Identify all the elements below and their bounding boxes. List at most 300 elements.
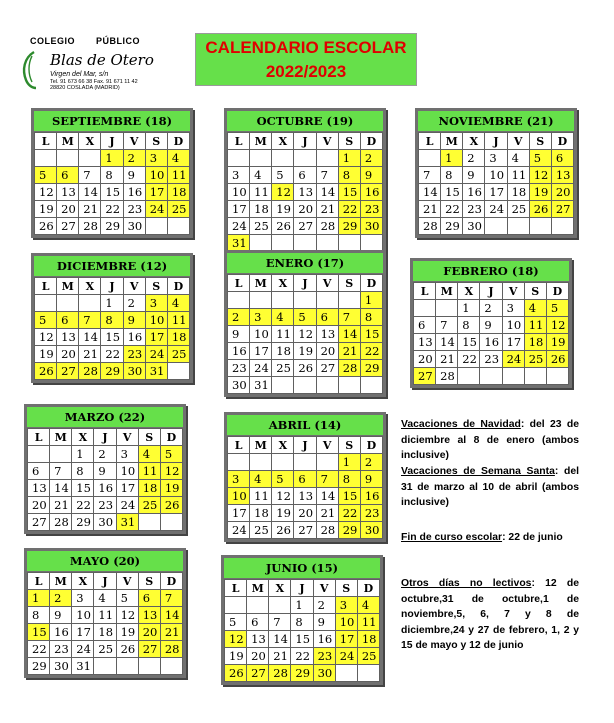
day-cell: 24 xyxy=(228,522,250,539)
note-easter-text: : del 31 de marzo al 10 de abril (ambos inclusive) xyxy=(401,466,579,509)
month-grid xyxy=(224,579,380,682)
weekday-header: X xyxy=(72,573,94,590)
day-cell: 21 xyxy=(338,343,360,360)
week-row xyxy=(28,607,183,624)
day-cell: 3 xyxy=(228,471,250,488)
day-cell: 31 xyxy=(250,377,272,394)
week-row xyxy=(225,631,380,648)
week-row xyxy=(419,201,574,218)
month-title: DICIEMBRE (12) xyxy=(34,256,190,277)
day-cell: 29 xyxy=(72,514,94,531)
day-cell: 25 xyxy=(250,218,272,235)
empty-day-cell xyxy=(338,377,360,394)
week-row xyxy=(419,150,574,167)
day-cell: 6 xyxy=(414,317,436,334)
empty-day-cell xyxy=(338,235,360,252)
day-cell: 27 xyxy=(316,360,338,377)
day-cell: 27 xyxy=(57,363,79,380)
day-cell: 7 xyxy=(436,317,458,334)
day-cell: 3 xyxy=(72,590,94,607)
day-cell: 12 xyxy=(546,317,568,334)
day-cell: 24 xyxy=(502,351,524,368)
day-cell: 19 xyxy=(35,201,57,218)
day-cell: 21 xyxy=(79,201,101,218)
day-cell: 24 xyxy=(250,360,272,377)
empty-day-cell xyxy=(160,658,182,675)
day-cell: 16 xyxy=(94,480,116,497)
empty-day-cell xyxy=(546,368,568,385)
week-row xyxy=(414,300,569,317)
empty-day-cell xyxy=(57,295,79,312)
day-cell: 25 xyxy=(94,641,116,658)
day-cell: 19 xyxy=(294,343,316,360)
weekday-header: M xyxy=(57,278,79,295)
day-cell: 15 xyxy=(441,184,463,201)
empty-day-cell xyxy=(167,363,189,380)
empty-day-cell xyxy=(272,377,294,394)
day-cell: 10 xyxy=(145,167,167,184)
day-cell: 12 xyxy=(116,607,138,624)
day-cell: 15 xyxy=(101,184,123,201)
day-cell: 3 xyxy=(502,300,524,317)
day-cell: 9 xyxy=(123,167,145,184)
calendar-title xyxy=(195,33,417,86)
day-cell: 26 xyxy=(529,201,551,218)
day-cell: 1 xyxy=(28,590,50,607)
school-address: Virgen del Mar, s/n xyxy=(50,71,109,78)
empty-day-cell xyxy=(272,235,294,252)
day-cell: 6 xyxy=(28,463,50,480)
week-row xyxy=(225,597,380,614)
day-cell: 7 xyxy=(316,471,338,488)
day-cell: 29 xyxy=(360,360,382,377)
weekday-header-row xyxy=(228,275,383,292)
weekday-header: S xyxy=(529,133,551,150)
weekday-header: D xyxy=(546,283,568,300)
day-cell: 31 xyxy=(72,658,94,675)
day-cell: 23 xyxy=(123,201,145,218)
day-cell: 2 xyxy=(480,300,502,317)
month-title: NOVIEMBRE (21) xyxy=(418,111,574,132)
day-cell: 22 xyxy=(338,505,360,522)
weekday-header: J xyxy=(480,283,502,300)
day-cell: 13 xyxy=(294,184,316,201)
empty-day-cell xyxy=(294,150,316,167)
day-cell: 5 xyxy=(294,309,316,326)
day-cell: 11 xyxy=(357,614,379,631)
empty-day-cell xyxy=(316,454,338,471)
weekday-header: D xyxy=(160,573,182,590)
day-cell: 13 xyxy=(57,184,79,201)
empty-day-cell xyxy=(524,368,546,385)
weekday-header: V xyxy=(502,283,524,300)
week-row xyxy=(28,641,183,658)
empty-day-cell xyxy=(250,292,272,309)
weekday-header: S xyxy=(335,580,357,597)
day-cell: 1 xyxy=(441,150,463,167)
day-cell: 20 xyxy=(294,201,316,218)
day-cell: 30 xyxy=(313,665,335,682)
day-cell: 13 xyxy=(294,488,316,505)
day-cell: 10 xyxy=(485,167,507,184)
weekday-header: J xyxy=(294,437,316,454)
day-cell: 15 xyxy=(101,329,123,346)
calendar-title-line-1: CALENDARIO ESCOLAR xyxy=(205,38,407,57)
weekday-header: M xyxy=(250,133,272,150)
day-cell: 12 xyxy=(272,184,294,201)
month-grid xyxy=(27,572,183,675)
day-cell: 29 xyxy=(101,218,123,235)
week-row xyxy=(228,505,383,522)
note-end-of-year-text: : 22 de junio xyxy=(502,532,563,543)
weekday-header: X xyxy=(79,133,101,150)
day-cell: 14 xyxy=(79,184,101,201)
week-row xyxy=(35,312,190,329)
weekday-header: D xyxy=(360,133,382,150)
weekday-header: V xyxy=(313,580,335,597)
weekday-header: S xyxy=(524,283,546,300)
month-title: ENERO (17) xyxy=(227,253,383,274)
weekday-header: D xyxy=(551,133,573,150)
empty-day-cell xyxy=(138,514,160,531)
weekday-header: L xyxy=(228,133,250,150)
month-october xyxy=(224,108,386,255)
day-cell: 15 xyxy=(338,488,360,505)
week-row xyxy=(28,480,183,497)
day-cell: 4 xyxy=(250,167,272,184)
weekday-header-row xyxy=(414,283,569,300)
day-cell: 18 xyxy=(94,624,116,641)
weekday-header: X xyxy=(272,133,294,150)
month-september xyxy=(31,108,193,238)
day-cell: 19 xyxy=(225,648,247,665)
day-cell: 7 xyxy=(269,614,291,631)
empty-day-cell xyxy=(138,658,160,675)
day-cell: 28 xyxy=(338,360,360,377)
weekday-header-row xyxy=(419,133,574,150)
day-cell: 31 xyxy=(116,514,138,531)
day-cell: 16 xyxy=(123,184,145,201)
day-cell: 13 xyxy=(138,607,160,624)
note-end-of-year-label: Fin de curso escolar xyxy=(401,532,503,543)
day-cell: 17 xyxy=(228,201,250,218)
empty-day-cell xyxy=(57,150,79,167)
day-cell: 13 xyxy=(28,480,50,497)
day-cell: 1 xyxy=(101,150,123,167)
day-cell: 13 xyxy=(551,167,573,184)
week-row xyxy=(225,648,380,665)
day-cell: 22 xyxy=(441,201,463,218)
day-cell: 25 xyxy=(357,648,379,665)
day-cell: 25 xyxy=(524,351,546,368)
day-cell: 14 xyxy=(79,329,101,346)
day-cell: 15 xyxy=(458,334,480,351)
empty-day-cell xyxy=(507,218,529,235)
month-november xyxy=(415,108,577,238)
school-logo-icon xyxy=(20,50,44,90)
day-cell: 15 xyxy=(28,624,50,641)
weekday-header: X xyxy=(272,275,294,292)
empty-day-cell xyxy=(225,597,247,614)
day-cell: 19 xyxy=(116,624,138,641)
day-cell: 20 xyxy=(57,201,79,218)
month-december xyxy=(31,253,193,383)
day-cell: 10 xyxy=(335,614,357,631)
weekday-header: S xyxy=(338,437,360,454)
day-cell: 3 xyxy=(145,295,167,312)
day-cell: 16 xyxy=(360,488,382,505)
day-cell: 19 xyxy=(546,334,568,351)
week-row xyxy=(35,167,190,184)
month-april xyxy=(224,412,386,542)
day-cell: 6 xyxy=(57,167,79,184)
day-cell: 21 xyxy=(79,346,101,363)
day-cell: 14 xyxy=(160,607,182,624)
day-cell: 30 xyxy=(360,218,382,235)
day-cell: 3 xyxy=(485,150,507,167)
day-cell: 18 xyxy=(250,201,272,218)
empty-day-cell xyxy=(294,454,316,471)
day-cell: 2 xyxy=(228,309,250,326)
day-cell: 23 xyxy=(360,201,382,218)
empty-day-cell xyxy=(316,235,338,252)
day-cell: 28 xyxy=(436,368,458,385)
day-cell: 9 xyxy=(313,614,335,631)
day-cell: 24 xyxy=(145,201,167,218)
month-grid xyxy=(34,132,190,235)
day-cell: 26 xyxy=(272,522,294,539)
month-title: MAYO (20) xyxy=(27,551,183,572)
day-cell: 17 xyxy=(72,624,94,641)
empty-day-cell xyxy=(250,150,272,167)
weekday-header: S xyxy=(138,573,160,590)
day-cell: 15 xyxy=(360,326,382,343)
day-cell: 21 xyxy=(269,648,291,665)
day-cell: 2 xyxy=(94,446,116,463)
day-cell: 17 xyxy=(485,184,507,201)
school-city: 28820 COSLADA (MADRID) xyxy=(50,85,120,91)
empty-day-cell xyxy=(79,295,101,312)
day-cell: 14 xyxy=(316,184,338,201)
month-grid xyxy=(227,436,383,539)
empty-day-cell xyxy=(485,218,507,235)
weekday-header: X xyxy=(463,133,485,150)
day-cell: 22 xyxy=(291,648,313,665)
day-cell: 2 xyxy=(50,590,72,607)
day-cell: 27 xyxy=(414,368,436,385)
day-cell: 8 xyxy=(458,317,480,334)
weekday-header-row xyxy=(228,437,383,454)
day-cell: 20 xyxy=(316,343,338,360)
day-cell: 10 xyxy=(250,326,272,343)
day-cell: 13 xyxy=(57,329,79,346)
day-cell: 9 xyxy=(463,167,485,184)
day-cell: 26 xyxy=(35,363,57,380)
day-cell: 4 xyxy=(250,471,272,488)
month-title: SEPTIEMBRE (18) xyxy=(34,111,190,132)
week-row xyxy=(35,363,190,380)
weekday-header: S xyxy=(138,429,160,446)
week-row xyxy=(28,497,183,514)
day-cell: 18 xyxy=(250,505,272,522)
day-cell: 21 xyxy=(316,505,338,522)
school-type-word-1: COLEGIO xyxy=(30,36,76,46)
day-cell: 12 xyxy=(225,631,247,648)
empty-day-cell xyxy=(269,597,291,614)
weekday-header: L xyxy=(414,283,436,300)
day-cell: 14 xyxy=(338,326,360,343)
day-cell: 8 xyxy=(360,309,382,326)
day-cell: 20 xyxy=(57,346,79,363)
weekday-header: J xyxy=(94,429,116,446)
note-other-holidays-text: : 12 de octubre,31 de octubre,1 de noviembre,5, 6, 7 y 8 de diciembre,24 y 27 de febrero, 1, 2 y 15 de mayo y 12 de junio xyxy=(401,578,579,652)
day-cell: 12 xyxy=(35,184,57,201)
weekday-header: V xyxy=(316,133,338,150)
week-row xyxy=(419,218,574,235)
empty-day-cell xyxy=(360,235,382,252)
day-cell: 14 xyxy=(50,480,72,497)
day-cell: 2 xyxy=(123,295,145,312)
day-cell: 5 xyxy=(35,167,57,184)
day-cell: 29 xyxy=(101,363,123,380)
weekday-header: V xyxy=(507,133,529,150)
day-cell: 26 xyxy=(294,360,316,377)
month-title: FEBRERO (18) xyxy=(413,261,569,282)
day-cell: 26 xyxy=(225,665,247,682)
empty-day-cell xyxy=(272,292,294,309)
day-cell: 22 xyxy=(458,351,480,368)
day-cell: 17 xyxy=(145,329,167,346)
weekday-header: S xyxy=(338,133,360,150)
day-cell: 17 xyxy=(116,480,138,497)
day-cell: 30 xyxy=(94,514,116,531)
week-row xyxy=(414,351,569,368)
empty-day-cell xyxy=(480,368,502,385)
week-row xyxy=(35,329,190,346)
weekday-header: M xyxy=(50,573,72,590)
weekday-header: D xyxy=(160,429,182,446)
weekday-header: V xyxy=(123,278,145,295)
day-cell: 30 xyxy=(123,218,145,235)
day-cell: 24 xyxy=(116,497,138,514)
day-cell: 5 xyxy=(546,300,568,317)
day-cell: 6 xyxy=(247,614,269,631)
day-cell: 4 xyxy=(167,295,189,312)
week-row xyxy=(225,665,380,682)
empty-day-cell xyxy=(247,597,269,614)
empty-day-cell xyxy=(502,368,524,385)
day-cell: 1 xyxy=(72,446,94,463)
day-cell: 13 xyxy=(316,326,338,343)
school-name: Blas de Otero xyxy=(50,51,154,69)
weekday-header: S xyxy=(338,275,360,292)
weekday-header: X xyxy=(272,437,294,454)
day-cell: 16 xyxy=(480,334,502,351)
day-cell: 4 xyxy=(507,150,529,167)
week-row xyxy=(28,446,183,463)
weekday-header: J xyxy=(485,133,507,150)
weekday-header-row xyxy=(28,429,183,446)
week-row xyxy=(414,317,569,334)
day-cell: 7 xyxy=(79,312,101,329)
day-cell: 27 xyxy=(28,514,50,531)
weekday-header: V xyxy=(316,437,338,454)
day-cell: 29 xyxy=(441,218,463,235)
weekday-header: J xyxy=(291,580,313,597)
empty-day-cell xyxy=(551,218,573,235)
day-cell: 12 xyxy=(294,326,316,343)
empty-day-cell xyxy=(228,292,250,309)
day-cell: 5 xyxy=(272,471,294,488)
empty-day-cell xyxy=(272,454,294,471)
empty-day-cell xyxy=(250,454,272,471)
day-cell: 7 xyxy=(160,590,182,607)
empty-day-cell xyxy=(294,235,316,252)
week-row xyxy=(228,218,383,235)
day-cell: 23 xyxy=(228,360,250,377)
day-cell: 30 xyxy=(463,218,485,235)
day-cell: 3 xyxy=(228,167,250,184)
empty-day-cell xyxy=(228,454,250,471)
note-christmas-text: : del 23 de diciembre al 8 de enero (ambos inclusive) xyxy=(401,419,579,462)
week-row xyxy=(228,471,383,488)
day-cell: 17 xyxy=(250,343,272,360)
day-cell: 27 xyxy=(294,218,316,235)
week-row xyxy=(228,201,383,218)
empty-day-cell xyxy=(94,658,116,675)
day-cell: 16 xyxy=(313,631,335,648)
day-cell: 4 xyxy=(138,446,160,463)
day-cell: 6 xyxy=(294,167,316,184)
day-cell: 5 xyxy=(225,614,247,631)
weekday-header: M xyxy=(57,133,79,150)
day-cell: 2 xyxy=(463,150,485,167)
day-cell: 7 xyxy=(50,463,72,480)
day-cell: 24 xyxy=(485,201,507,218)
day-cell: 10 xyxy=(72,607,94,624)
day-cell: 17 xyxy=(145,184,167,201)
day-cell: 8 xyxy=(338,471,360,488)
day-cell: 12 xyxy=(272,488,294,505)
day-cell: 7 xyxy=(316,167,338,184)
month-february xyxy=(410,258,572,388)
day-cell: 20 xyxy=(414,351,436,368)
weekday-header: M xyxy=(250,437,272,454)
empty-day-cell xyxy=(294,377,316,394)
empty-day-cell xyxy=(35,295,57,312)
day-cell: 3 xyxy=(250,309,272,326)
day-cell: 7 xyxy=(419,167,441,184)
month-title: ABRIL (14) xyxy=(227,415,383,436)
day-cell: 9 xyxy=(94,463,116,480)
week-row xyxy=(228,326,383,343)
day-cell: 2 xyxy=(313,597,335,614)
day-cell: 9 xyxy=(228,326,250,343)
weekday-header-row xyxy=(225,580,380,597)
empty-day-cell xyxy=(458,368,480,385)
weekday-header: V xyxy=(123,133,145,150)
weekday-header: M xyxy=(250,275,272,292)
day-cell: 10 xyxy=(502,317,524,334)
weekday-header: X xyxy=(72,429,94,446)
weekday-header: J xyxy=(101,278,123,295)
week-row xyxy=(228,488,383,505)
day-cell: 1 xyxy=(338,454,360,471)
day-cell: 27 xyxy=(551,201,573,218)
day-cell: 26 xyxy=(160,497,182,514)
day-cell: 28 xyxy=(79,363,101,380)
day-cell: 28 xyxy=(316,522,338,539)
